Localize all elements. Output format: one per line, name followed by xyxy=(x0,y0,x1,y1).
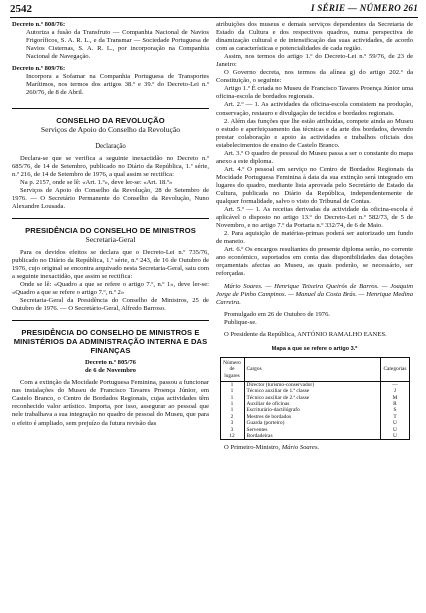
right-column xyxy=(216,21,413,453)
declaration-correction: Na p. 2157, onde se lê: «Art. 1.º», deve ler-se: «Art. 18.º» xyxy=(20,179,173,187)
annex-row-cargo: Auxiliar de oficinas xyxy=(244,401,381,407)
rectification-signature: Secretaria-Geral da Presidência do Conselho de Ministros, 25 de Outubro de 1976. — O Secretário-Geral, Alfredo Barroso. xyxy=(12,297,209,313)
decree-809-summary: Incorpora a Sofamar na Companhia Portuguesa de Transportes Marítimos, nos termos dos artigos 38.º e 39.º do Decreto-Lei n.º 260/76, de 8 de Abril. xyxy=(26,73,209,97)
annex-row-cargo: Serventes xyxy=(244,427,381,433)
annex-row-number: 1 xyxy=(220,395,244,401)
decree-805-preamble: Com a extinção da Mocidade Portuguesa Feminina, passou a funcionar nas instalações do Museu de Francisco Tavares Proença Júnior, em Castelo Branco, o Centro de Bordados Regionais, cujas actividades têm reconhecido valor artístico. Importa, por isso, assegurar ao pessoal que nele trabalhava a sua integração no quadro de pessoal do Museu, que para o efeito é ampliado, sem prejuízo da futura revisão das xyxy=(12,379,209,427)
series-title: I SÉRIE — NÚMERO 261 xyxy=(310,3,418,13)
decree-809-title: Decreto n.º 809/76: xyxy=(12,65,66,73)
closing-label: O Primeiro-Ministro, xyxy=(224,444,281,452)
annex-title: Mapa a que se refere o artigo 3.º xyxy=(271,345,358,352)
president-name: ANTÓNIO RAMALHO EANES. xyxy=(297,330,387,338)
annex-header-number: Número de lugares xyxy=(220,357,244,381)
left-column xyxy=(12,21,209,428)
annex-row-category: U xyxy=(381,420,409,426)
promulgation: Promulgado em 26 de Outubro de 1976. xyxy=(224,310,331,318)
annex-row-category: U xyxy=(381,427,409,433)
annex-table xyxy=(220,357,410,441)
table-row xyxy=(220,381,409,388)
decree-808-summary: Autoriza a fusão da Transfruto — Companhia Nacional de Navios Frigoríficos, S. A. R. L., e da Transmar — Sociedade Portuguesa de Navios Cisternas, S. A. R. L., por incorporação na Companhia Nacional de Navegação. xyxy=(26,29,209,61)
annex-row-number: 1 xyxy=(220,407,244,413)
section-divider xyxy=(12,108,209,109)
annex-row-number: 1 xyxy=(220,381,244,388)
president-label: O Presidente da República, xyxy=(224,330,296,338)
article-5-2: 2. Para aquisição de matérias-primas poderá ser autorizado um fundo de maneio. xyxy=(216,230,413,246)
preamble-continuation: atribuições dos museus e demais serviços dependentes da Secretaria de Estado da Cultura e dos respectivos quadros, numa perspectiva de dinamização cultural e de intensificação das suas actividades, de acordo com as características e potencialidades de cada região. xyxy=(216,21,413,53)
section-subtitle-secretaria-geral: Secretaria-Geral xyxy=(85,235,136,245)
annex-row-cargo: Escriturário-dactilógrafo xyxy=(244,407,381,413)
article-5-1: Art. 5.º — 1. As receitas derivadas da actividade da oficina-escola é aplicável o disposto no artigo 13.º do Decreto-Lei n.º 582/73, de 5 de Novembro, e no artigo 7.º da Portaria n.º 332/74, de 6 de Maio. xyxy=(216,206,413,230)
annex-row-category: U xyxy=(381,433,409,440)
publication-order: Publique-se. xyxy=(224,318,257,326)
annex-row-category: J xyxy=(381,388,409,394)
decree-808-title: Decreto n.º 808/76: xyxy=(12,21,66,28)
annex-row-number: 3 xyxy=(220,427,244,433)
declaration-paragraph: Declara-se que se verifica a seguinte inexactidão no Decreto n.º 685/76, de 14 de Setembro, publicado no Diário da República, 1.ª série, n.º 216, de 14 de Setembro de 1976, a qual assim se rectifica: xyxy=(12,154,209,179)
government-decrees: O Governo decreta, nos termos da alínea g) do artigo 202.º da Constituição, o seguinte: xyxy=(216,69,413,85)
section-title-presidencia: PRESIDÊNCIA DO CONSELHO DE MINISTROS xyxy=(25,226,196,236)
annex-row-cargo: Director (turismo-conservador) xyxy=(244,381,381,388)
annex-row-cargo: Técnico auxiliar de 1.ª classe xyxy=(244,388,381,394)
decree-805-title: Decreto n.º 805/76 xyxy=(85,359,136,367)
legal-basis: Assim, nos termos do artigo 1.º do Decreto-Lei n.º 59/76, de 23 de Janeiro: xyxy=(216,53,413,69)
closing-signature xyxy=(216,444,413,452)
annex-row-number: 12 xyxy=(220,433,244,440)
section-divider xyxy=(12,218,209,219)
annex-row-cargo: Técnico auxiliar de 2.ª classe xyxy=(244,395,381,401)
article-2-2: 2. Além das funções que lhe estão atribuídas, compete ainda ao Museu o estudo e aperfeiçoamento das técnicas e da arte dos bordados, devendo prestar colaboração e apoio às actividades e trabalhos oficiais dos estabelecimentos de ensino de Castelo Branco. xyxy=(216,117,413,149)
president-signature xyxy=(216,331,413,339)
annex-header-row xyxy=(220,357,409,381)
section-title-conselho-revolucao: CONSELHO DA REVOLUÇÃO xyxy=(56,116,165,126)
section-title-presidencia-ministerios: PRESIDÊNCIA DO CONSELHO DE MINISTROS E MINISTÉRIOS DA ADMINISTRAÇÃO INTERNA E DAS FINANÇAS xyxy=(13,328,208,356)
section-subtitle-servicos-apoio: Serviços de Apoio do Conselho da Revolução xyxy=(40,125,181,135)
annex-row-number: 3 xyxy=(220,420,244,426)
signatories: Mário Soares. — Henrique Teixeira Queirós de Barros. — Joaquim Jorge de Pinho Campinos. — Manuel da Costa Brás. — Henrique Medina Carreira. xyxy=(216,282,413,306)
annex-row-category: M xyxy=(381,395,409,401)
page-number: 2542 xyxy=(10,3,32,15)
article-4: Art. 4.º O pessoal em serviço no Centro de Bordados Regionais da Mocidade Portuguesa Feminina à data da sua extinção será integrado em lugares do quadro, mediante lista aprovada pelo Secretário de Estado da Cultura, publicada no Diário da República, independentemente de qualquer formalidade, salvo o visto do Tribunal de Contas. xyxy=(216,165,413,206)
annex-row-category: T xyxy=(381,414,409,420)
article-1: Artigo 1.º É criada no Museu de Francisco Tavares Proença Júnior uma oficina-escola de bordados regionais. xyxy=(216,85,413,101)
article-3: Art. 3.º O quadro de pessoal do Museu passa a ser o constante do mapa anexo a este diploma. xyxy=(216,149,413,165)
annex-row-number: 1 xyxy=(220,388,244,394)
rectification-paragraph: Para os devidos efeitos se declara que o Decreto-Lei n.º 735/76, publicado no Diário da República, 1.ª série, n.º 243, de 16 de Outubro de 1976, cujo original se encontra arquivado nesta Secretaria-Geral, saiu com a seguinte inexactidão, que assim se rectifica: xyxy=(12,248,209,280)
annex-row-category: — xyxy=(381,381,409,388)
decree-805-date: de 6 de Novembro xyxy=(85,367,136,375)
table-row xyxy=(220,433,409,440)
annex-header-categorias: Categorias xyxy=(381,357,409,381)
annex-row-cargo: Mestres de bordados xyxy=(244,414,381,420)
declaration-signature: Serviços de Apoio do Conselho da Revolução, 28 de Setembro de 1976. — O Secretário Permanente do Conselho da Revolução, Nuno Alexandre Lousada. xyxy=(12,187,209,211)
page-header xyxy=(10,3,418,17)
annex-header-cargos: Cargos xyxy=(244,357,381,381)
declaration-title: Declaração xyxy=(95,142,126,150)
article-6: Art. 6.º Os encargos resultantes do presente diploma serão, no corrente ano económico, suportados em conta das disponibilidades das dotações orçamentais afectas ao Museu, as quais poderão, se necessário, ser reforçadas. xyxy=(216,246,413,278)
annex-row-cargo: Bordadeiras xyxy=(244,433,381,440)
annex-row-category: S xyxy=(381,407,409,413)
annex-row-number: 1 xyxy=(220,401,244,407)
closing-name: Mário Soares. xyxy=(281,444,320,452)
article-2-1: Art. 2.º — 1. As actividades da oficina-escola consistem na produção, conservação, restauro e divulgação de tecidos e bordados regionais. xyxy=(216,101,413,117)
annex-row-category: R xyxy=(381,401,409,407)
annex-row-number: 2 xyxy=(220,414,244,420)
annex-row-cargo: Guarda (porteiro) xyxy=(244,420,381,426)
section-divider xyxy=(12,320,209,321)
annex-body xyxy=(220,381,409,440)
header-rule xyxy=(10,17,418,18)
rectification-correction: Onde se lê: «Quadro a que se refere o artigo 7.º, n.º 1», deve ler-se: «Quadro a que se refere o artigo 7.º, n.º 2» xyxy=(12,280,209,297)
